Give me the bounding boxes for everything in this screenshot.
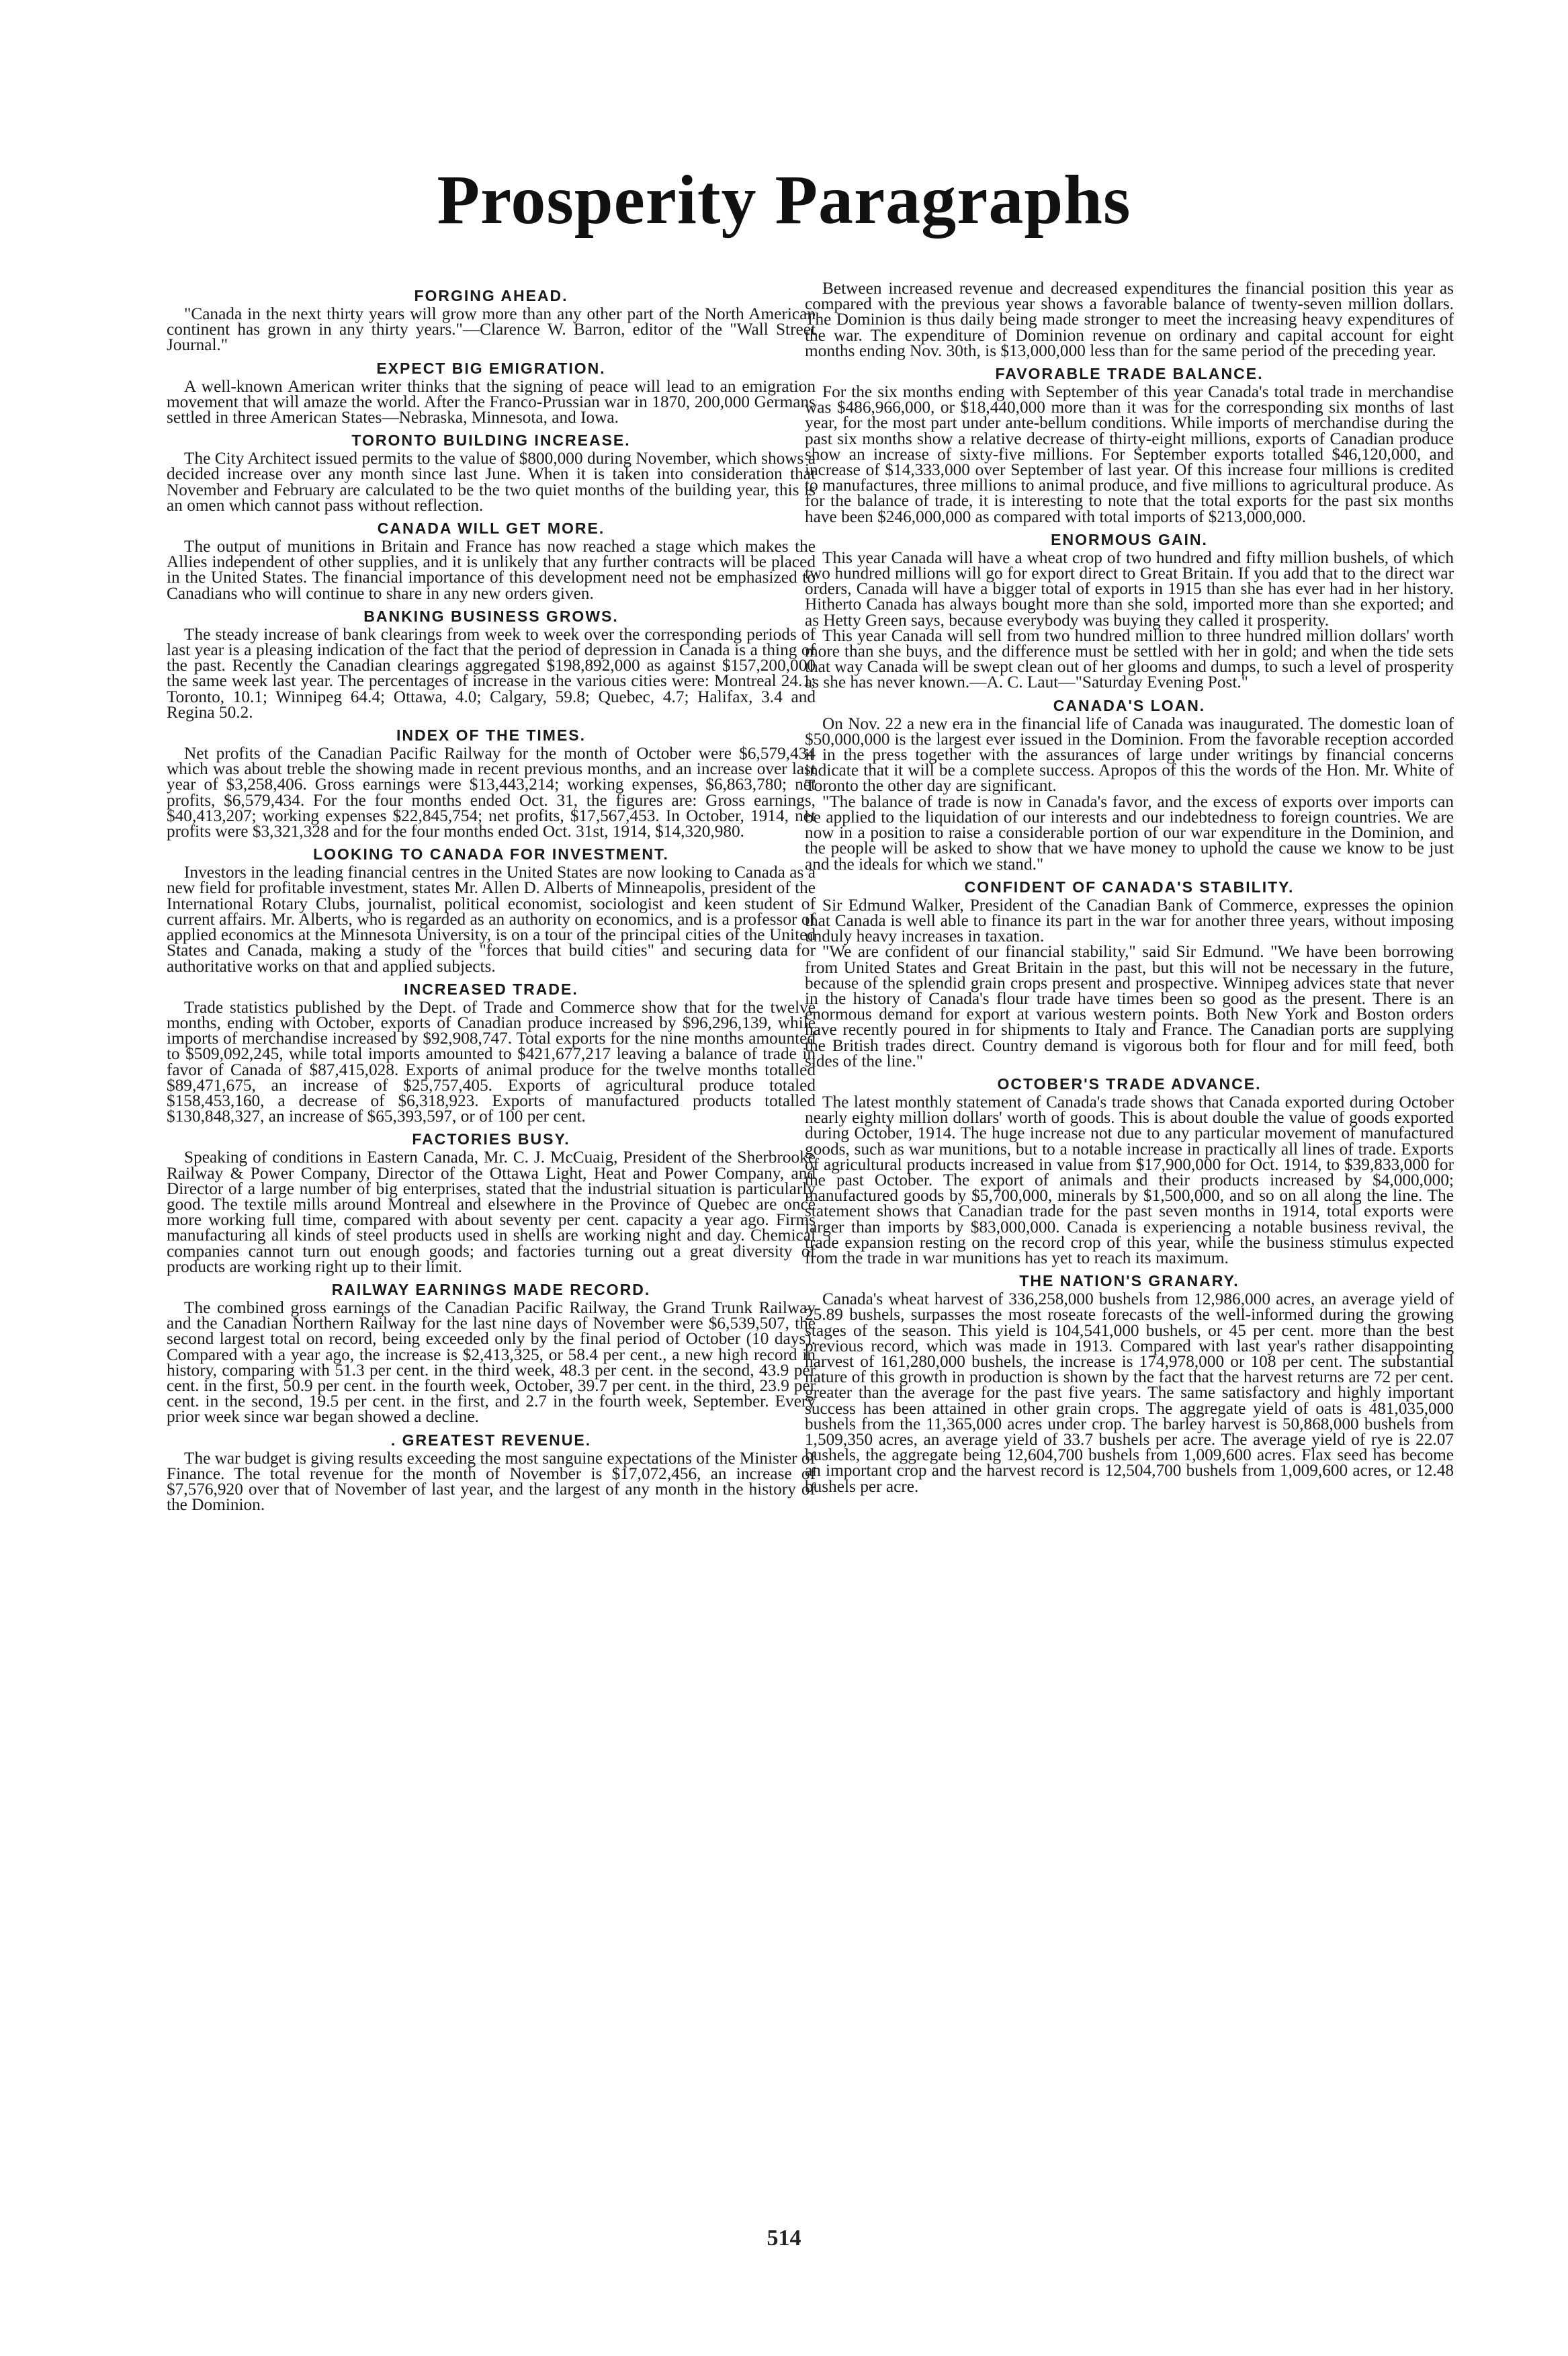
article <box>805 696 1454 872</box>
article-headline: INDEX OF THE TIMES. <box>396 726 586 745</box>
article-headline: BANKING BUSINESS GROWS. <box>363 607 619 625</box>
article-headline: ENORMOUS GAIN. <box>1051 530 1208 548</box>
article-paragraph: The latest monthly statement of Canada's trade shows that Canada exported during October nearly eighty million dollars' worth of goods. This is about double the value of goods exported during October, 1914. The huge increase not due to any particular movement of manufactured goods, such as war munitions, but to a notable increase in practically all lines of trade. Exports of agricultural products increased in value from $17,900,000 for Oct. 1914, to $39,833,000 for the past October. The export of animals and their products increased by $4,000,000; manufactured goods by $5,700,000, minerals by $1,500,000, and so on all along the line. The statement shows that Canadian trade for the past seven months in 1914, total exports were larger than imports by $83,000,000. Canada is experiencing a notable business revival, the trade expansion resting on the record crop of this year, while the business stimulus expected from the trade in war munitions has yet to reach its maximum. <box>805 1092 1454 1267</box>
article-headline: CANADA WILL GET MORE. <box>377 519 605 538</box>
right-column <box>805 281 1454 2216</box>
page-number: 514 <box>767 2226 801 2250</box>
article-paragraph: On Nov. 22 a new era in the financial life of Canada was inaugurated. The domestic loan of $50,000,000 is the largest ever issued in the Dominion. From the favorable reception accorded it in the press together with the assurances of large under writings by financial concerns indicate that it will be a complete success. Apropos of this the words of the Hon. Mr. White of Toronto the other day are significant. <box>805 714 1454 796</box>
article-headline: FACTORIES BUSY. <box>412 1130 570 1148</box>
article <box>167 845 816 974</box>
article <box>167 1130 816 1275</box>
article-headline: OCTOBER'S TRADE ADVANCE. <box>997 1075 1262 1093</box>
article <box>167 607 816 720</box>
article-headline: INCREASED TRADE. <box>404 980 578 998</box>
article-headline: EXPECT BIG EMIGRATION. <box>376 359 606 377</box>
article-headline: RAILWAY EARNINGS MADE RECORD. <box>331 1280 651 1298</box>
article-paragraph: A well-known American writer thinks that the signing of peace will lead to an emigration movement that will amaze the world. After the Franco-Prussian war in 1870, 200,000 Germans settled in three American States—Nebraska, Minnesota, and Iowa. <box>167 376 816 427</box>
article-paragraph: Canada's wheat harvest of 336,258,000 bushels from 12,986,000 acres, an average yield of 25.89 bushels, surpasses the most roseate forecasts of the well-informed during the growing stages of the season. This yield is 104,541,000 bushels, or 45 per cent. more than the best previous record, which was made in 1913. Compared with last year's rather disappointing harvest of 161,280,000 bushels, the increase is 174,978,000 or 108 per cent. The substantial nature of this growth in production is shown by the fact that the harvest returns are 72 per cent. greater than the average for the past five years. The same satisfactory and highly important success has been attained in other grain crops. The aggregate yield of oats is 481,035,000 bushels from the 11,365,000 acres under crop. The barley harvest is 50,868,000 bushels from 1,509,350 acres, an average yield of 33.7 bushels per acre. The average yield of rye is 22.07 bushels, the aggregate being 12,604,700 bushels from 1,009,600 acres. Flax seed has become an important crop and the harvest record is 12,504,700 bushels from 1,009,600 acres, or 12.48 bushels per acre. <box>805 1290 1454 1496</box>
article <box>167 286 816 353</box>
article <box>167 726 816 839</box>
article-headline: CANADA'S LOAN. <box>1053 696 1206 714</box>
article <box>167 519 816 601</box>
article-paragraph: The combined gross earnings of the Canadian Pacific Railway, the Grand Trunk Railway and the Canadian Northern Railway for the last nine days of November were $6,539,507, the second largest total on record, being exceeded only by the final period of October (10 days). Compared with a year ago, the increase is $2,413,325, or 58.4 per cent., a new high record in history, comparing with 51.3 per cent. in the third week, 48.3 per cent. in the second, 43.9 per cent. in the first, 50.9 per cent. in the fourth week, October, 39.7 per cent. in the third, 23.9 per cent. in the second, 19.5 per cent. in the first, and 2.7 in the fourth week, September. Every prior week since war began showed a decline. <box>167 1298 816 1427</box>
article <box>805 530 1454 691</box>
article-paragraph: Investors in the leading financial centres in the United States are now looking to Canada as a new field for profitable investment, states Mr. Allen D. Alberts of Minneapolis, president of the International Rotary Clubs, journalist, political economist, sociologist and keen student of current affairs. Mr. Alberts, who is regarded as an authority on economics, and is a professor of applied economics at the Minnesota University, is on a tour of the principal cities of the United States and Canada, making a study of the "forces that build cities" and securing data for authoritative works on that and applied subjects. <box>167 863 816 976</box>
article-paragraph: "We are confident of our financial stability," said Sir Edmund. "We have been borrowing from United States and Great Britain in the past, but this will not be necessary in the future, because of the splendid grain crops present and prospective. Winnipeg advices state that never in the history of Canada's flour trade have times been so good as the present. There is an enormous demand for export at various western points. Both New York and Boston orders have recently poured in for shipments to Italy and France. The Canadian ports are supplying the British trades direct. Country demand is vigorous both for flour and for mill feed, both sides of the line." <box>805 942 1454 1070</box>
article-paragraph: The steady increase of bank clearings from week to week over the corresponding periods of last year is a pleasing indication of the fact that the period of depression in Canada is a thing of the past. Recently the Canadian clearings aggregated $198,892,000 as against $157,200,000 the same week last year. The percentages of increase in the various cities were: Montreal 24.1; Toronto, 10.1; Winnipeg 64.4; Ottawa, 4.0; Calgary, 59.8; Quebec, 4.7; Halifax, 3.4 and Regina 50.2. <box>167 624 816 722</box>
article-paragraph: For the six months ending with September of this year Canada's total trade in merchandise was $486,966,000, or $18,440,000 more than it was for the corresponding six months of last year, for the most part under ante-bellum conditions. While imports of merchandise during the past six months show a relative decrease of thirty-eight millions, exports of Canadian produce show an increase of sixty-five millions. For September exports totalled $46,120,000, and increase of $14,333,000 over September of last year. Of this increase four millions is credited to manufactures, three millions to animal produce, and five millions to agricultural produce. As for the balance of trade, it is interesting to note that the total exports for the past six months have been $246,000,000 as compared with total imports of $213,000,000. <box>805 382 1454 526</box>
article <box>167 1280 816 1425</box>
article-headline: CONFIDENT OF CANADA'S STABILITY. <box>964 878 1295 896</box>
article-headline: TORONTO BUILDING INCREASE. <box>351 431 631 450</box>
page-title: Prosperity Paragraphs <box>437 161 1131 239</box>
left-column <box>167 281 816 2216</box>
article <box>805 1271 1454 1495</box>
article-paragraph: "The balance of trade is now in Canada's favor, and the excess of exports over imports can be applied to the liquidation of our interests and our indebtedness to foreign countries. We are now in a position to raise a considerable portion of our war expenditure in the Dominion, and the people will be asked to show that we have money to uphold the cause we know to be just and the ideals for which we stand." <box>805 792 1454 874</box>
article <box>167 359 816 426</box>
article-paragraph: Between increased revenue and decreased expenditures the financial position this year as compared with the previous year shows a favorable balance of twenty-seven million dollars. The Dominion is thus daily being made stronger to meet the increasing heavy expenditures of the war. The expenditure of Dominion revenue on ordinary and capital account for eight months ending Nov. 30th, is $13,000,000 less than for the same period of the preceding year. <box>805 281 1454 360</box>
article-headline: THE NATION'S GRANARY. <box>1019 1272 1239 1290</box>
article-paragraph: The war budget is giving results exceeding the most sanguine expectations of the Minister of Finance. The total revenue for the month of November is $17,072,456, an increase of $7,576,920 over that of November of last year, and the largest of any month in the history of the Dominion. <box>167 1448 816 1515</box>
article <box>167 980 816 1125</box>
article-paragraph: The output of munitions in Britain and France has now reached a stage which makes the Allies independent of other supplies, and it is unlikely that any further contracts will be placed in the United States. The financial importance of this development need not be emphasized to Canadians who will continue to share in any new orders given. <box>167 537 816 603</box>
article <box>805 1075 1454 1266</box>
article-paragraph: Net profits of the Canadian Pacific Railway for the month of October were $6,579,434 which was about treble the showing made in recent previous months, and an increase over last year of $3,258,406. Gross earnings were $13,443,214; working expenses, $6,863,780; net profits, $6,579,434. For the four months ended Oct. 31, the figures are: Gross earnings, $40,413,207; working expenses $22,845,754; net profits, $17,567,453. In October, 1914, net profits were $3,321,328 and for the four months ended Oct. 31st, 1914, $14,320,980. <box>167 744 816 841</box>
article-paragraph: Sir Edmund Walker, President of the Canadian Bank of Commerce, expresses the opinion that Canada is well able to finance its part in the war for another three years, without imposing unduly heavy increases in taxation. <box>805 895 1454 946</box>
article <box>805 364 1454 525</box>
article <box>167 431 816 513</box>
article-headline: . GREATEST REVENUE. <box>390 1431 592 1449</box>
article-paragraph: This year Canada will sell from two hundred million to three hundred million dollars' worth more than she buys, and the difference must be settled with her in gold; and when the tide sets that way Canada will be swept clean out of her glooms and dumps, to such a level of prosperity as she has never known.—A. C. Laut—"Saturday Evening Post." <box>805 626 1454 692</box>
article-paragraph: This year Canada will have a wheat crop of two hundred and fifty million bushels, of which two hundred millions will go for export direct to Great Britain. If you add that to the direct war orders, Canada will have a bigger total of exports in 1915 than she has ever had in her history. Hitherto Canada has always bought more than she sold, imported more than she exported; and as Hetty Green says, because everybody was buying they called it prosperity. <box>805 548 1454 630</box>
article-headline: FAVORABLE TRADE BALANCE. <box>995 365 1264 383</box>
article-headline: LOOKING TO CANADA FOR INVESTMENT. <box>313 845 669 864</box>
article <box>805 878 1454 1069</box>
article <box>167 1431 816 1513</box>
article-paragraph: "Canada in the next thirty years will grow more than any other part of the North American continent has grown in any thirty years."—Clarence W. Barron, editor of the "Wall Street Journal." <box>167 304 816 355</box>
article-paragraph: The City Architect issued permits to the value of $800,000 during November, which shows a decided increase over any month since last June. When it is taken into consideration that November and February are calculated to be the two quiet months of the building year, this is an omen which cannot pass without reflection. <box>167 449 816 515</box>
article-paragraph: Trade statistics published by the Dept. of Trade and Commerce show that for the twelve months, ending with October, exports of Canadian produce increased by $96,296,139, while imports of merchandise increased by $92,908,747. Total exports for the nine months amounted to $509,092,245, while total imports amounted to $421,677,217 leaving a balance of trade in favor of Canada of $87,415,028. Exports of animal produce for the twelve months totalled $89,471,675, an increase of $25,757,405. Exports of agricultural produce totaled $158,453,160, a decrease of $6,318,923. Exports of manufactured products totalled $130,848,327, an increase of $65,393,597, or of 100 per cent. <box>167 997 816 1126</box>
article-headline: FORGING AHEAD. <box>414 287 568 304</box>
article <box>805 281 1454 359</box>
article-paragraph: Speaking of conditions in Eastern Canada, Mr. C. J. McCuaig, President of the Sherbrooke Railway & Power Company, Director of the Ottawa Light, Heat and Power Company, and Director of a large number of big enterprises, stated that the industrial situation is particularly good. The textile mills around Montreal and elsewhere in the Province of Quebec are once more working full time, compared with about seventy per cent. capacity a year ago. Firms manufacturing all kinds of steel products used in shells are working night and day. Chemical companies cannot turn out enough goods; and factories turning out a great diversity of products are working right up to their limit. <box>167 1148 816 1276</box>
